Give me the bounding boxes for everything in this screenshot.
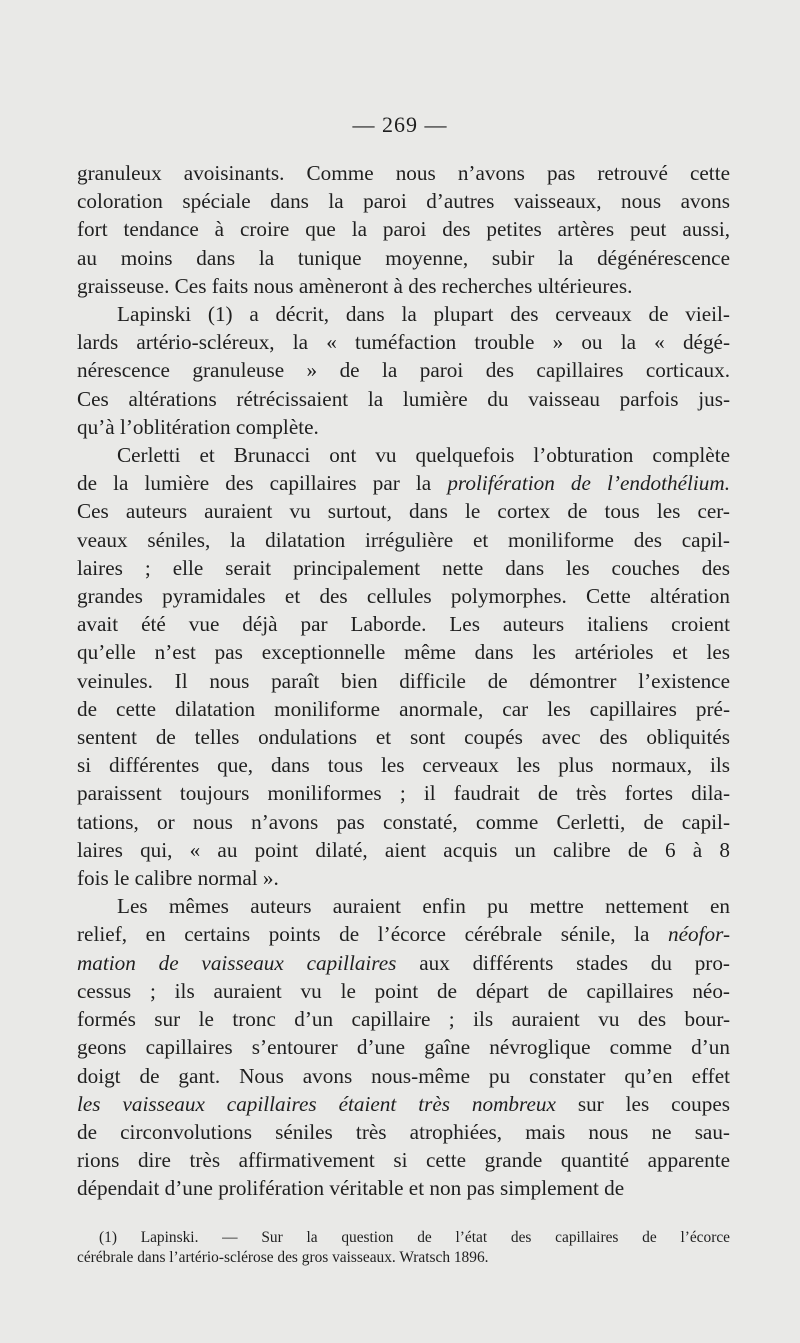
text-line: lards artério-scléreux, la « tuméfaction trouble » ou la « dégé- (77, 330, 730, 355)
text-line: veaux séniles, la dilatation irrégulière et moniliforme des capil- (77, 527, 730, 552)
text-line: relief, en certains points de l’écorce cérébrale sénile, la néofor- (77, 922, 730, 947)
text-line: grandes pyramidales et des cellules polymorphes. Cette altération (77, 584, 730, 609)
text-line: doigt de gant. Nous avons nous-même pu constater qu’en effet (77, 1063, 730, 1088)
text-line: Ces altérations rétrécissaient la lumière du vaisseau parfois jus- (77, 386, 730, 411)
body-text (77, 159, 730, 1203)
paragraph (77, 892, 730, 1202)
text-line: paraissent toujours moniliformes ; il faudrait de très fortes dila- (77, 781, 730, 806)
text-line: fois le calibre normal ». (77, 866, 279, 891)
text-line: geons capillaires s’entourer d’une gaîne névroglique comme d’un (77, 1035, 730, 1060)
footnote-line: cérébrale dans l’artério-sclérose des gros vaisseaux. Wratsch 1896. (77, 1249, 489, 1266)
text-line: de cette dilatation moniliforme anormale, car les capillaires pré- (77, 696, 730, 721)
text-line: qu’à l’oblitération complète. (77, 414, 319, 439)
text-line: Les mêmes auteurs auraient enfin pu mettre nettement en (117, 894, 730, 919)
text-line: mation de vaisseaux capillaires aux différents stades du pro- (77, 950, 730, 975)
text-line: veinules. Il nous paraît bien difficile de démontrer l’existence (77, 668, 730, 693)
text-line: avait été vue déjà par Laborde. Les auteurs italiens croient (77, 612, 730, 637)
text-line: coloration spéciale dans la paroi d’autres vaisseaux, nous avons (77, 189, 730, 214)
text-line: cessus ; ils auraient vu le point de départ de capillaires néo- (77, 978, 730, 1003)
text-line: de la lumière des capillaires par la prolifération de l’endothélium. (77, 471, 730, 496)
text-line: formés sur le tronc d’un capillaire ; ils auraient vu des bour- (77, 1007, 730, 1032)
text-line: laires qui, « au point dilaté, aient acquis un calibre de 6 à 8 (77, 837, 730, 862)
text-line: fort tendance à croire que la paroi des petites artères peut aussi, (77, 217, 730, 242)
paragraph (77, 159, 730, 300)
text-line: tations, or nous n’avons pas constaté, comme Cerletti, de capil- (77, 809, 730, 834)
paragraph (77, 441, 730, 892)
text-line: qu’elle n’est pas exceptionnelle même dans les artérioles et les (77, 640, 730, 665)
text-line: rions dire très affirmativement si cette grande quantité apparente (77, 1148, 730, 1173)
text-line: si différentes que, dans tous les cerveaux les plus normaux, ils (77, 753, 730, 778)
text-line: les vaisseaux capillaires étaient très nombreux sur les coupes (77, 1091, 730, 1116)
page-number: — 269 — (352, 112, 448, 137)
text-line: granuleux avoisinants. Comme nous n’avons pas retrouvé cette (77, 161, 730, 185)
text-line: sentent de telles ondulations et sont coupés avec des obliquités (77, 725, 730, 750)
footnote-line: (1) Lapinski. — Sur la question de l’état des capillaires de l’écorce (99, 1229, 730, 1246)
text-line: Ces auteurs auraient vu surtout, dans le cortex de tous les cer- (77, 499, 730, 524)
text-line: au moins dans la tunique moyenne, subir la dégénérescence (77, 245, 730, 270)
text-line: laires ; elle serait principalement nette dans les couches des (77, 555, 730, 580)
text-line: dépendait d’une prolifération véritable et non pas simplement de (77, 1176, 625, 1201)
footnote (77, 1228, 730, 1268)
text-line: de circonvolutions séniles très atrophiées, mais nous ne sau- (77, 1119, 730, 1144)
text-line: graisseuse. Ces faits nous amèneront à des recherches ultérieures. (77, 273, 633, 298)
text-line: nérescence granuleuse » de la paroi des capillaires corticaux. (77, 358, 730, 383)
text-line: Lapinski (1) a décrit, dans la plupart des cerveaux de vieil- (117, 302, 730, 327)
text-line: Cerletti et Brunacci ont vu quelquefois l’obturation complète (117, 443, 730, 468)
paragraph (77, 300, 730, 441)
